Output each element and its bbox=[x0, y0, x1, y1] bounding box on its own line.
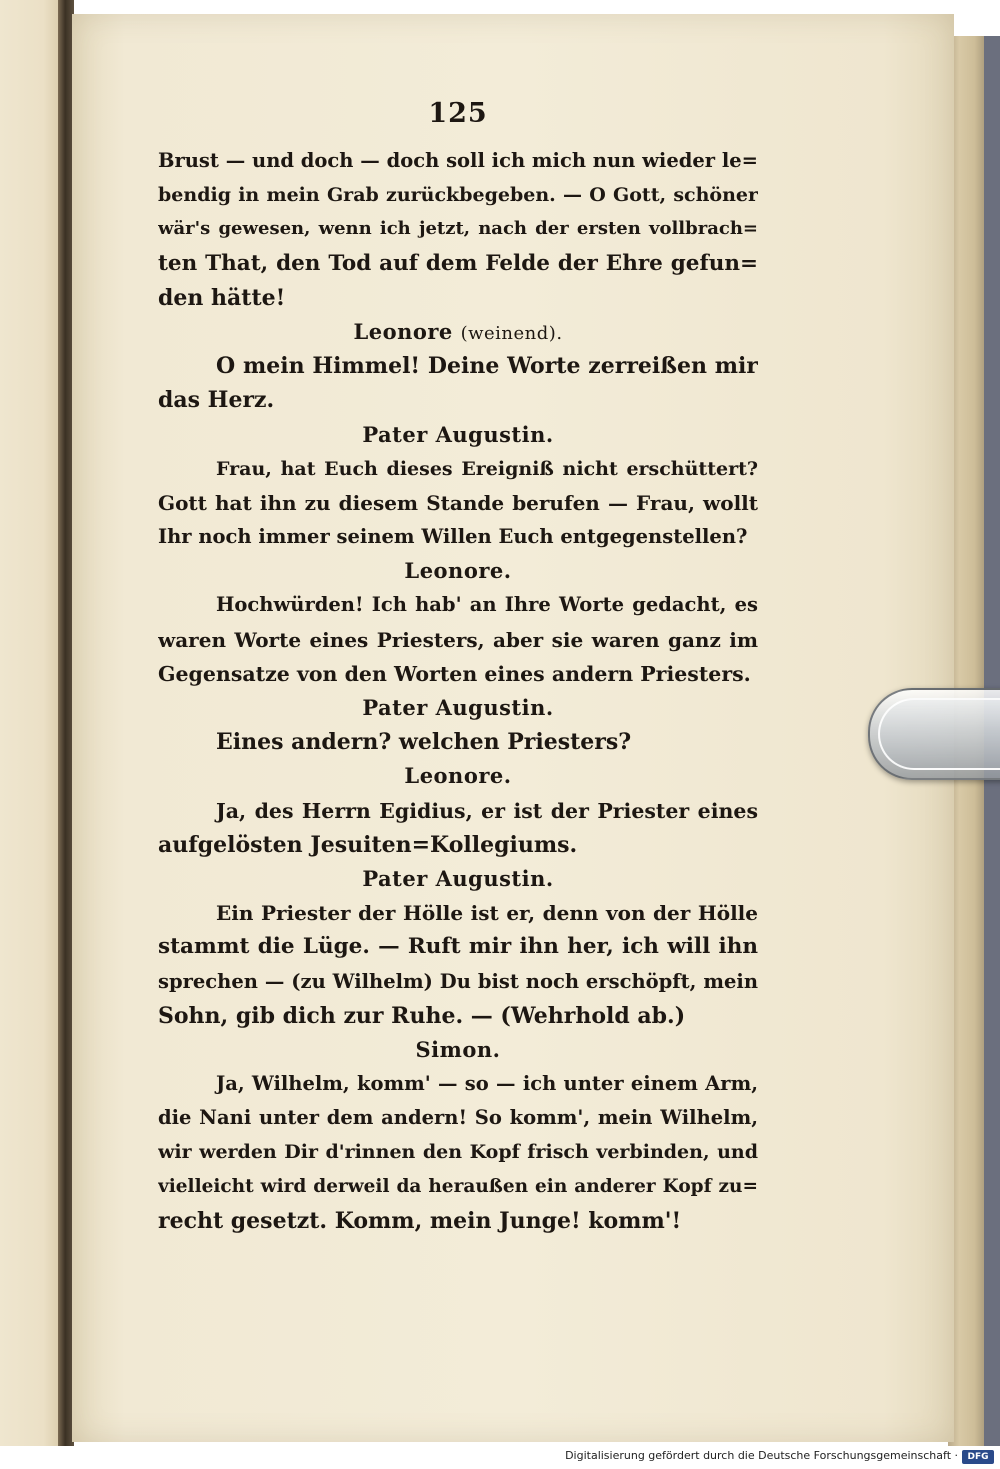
text-line: Gegensatze von den Worten eines andern Priesters. bbox=[158, 661, 751, 686]
speaker-heading bbox=[158, 691, 758, 725]
text-line: wir werden Dir d'rinnen den Kopf frisch verbinden, und bbox=[158, 1141, 758, 1164]
speaker-heading bbox=[158, 418, 758, 452]
text-line: ten That, den Tod auf dem Felde der Ehre gefun= bbox=[158, 250, 758, 276]
page-clip bbox=[868, 688, 1000, 780]
text-line: Eines andern? welchen Priesters? bbox=[216, 729, 632, 756]
speaker-name: Leonore. bbox=[404, 763, 512, 789]
page-content bbox=[158, 144, 758, 1238]
speaker-heading bbox=[158, 315, 758, 349]
text-line: Brust — und doch — doch soll ich mich nun wieder le= bbox=[158, 149, 758, 172]
text-line: Sohn, gib dich zur Ruhe. — (Wehrhold ab.) bbox=[158, 1002, 686, 1029]
page-text bbox=[158, 90, 758, 1238]
speaker-name: Simon. bbox=[415, 1036, 501, 1062]
speaker-name: Pater Augustin. bbox=[362, 695, 554, 720]
text-line: recht gesetzt. Komm, mein Junge! komm'! bbox=[158, 1207, 682, 1234]
speaker-name: Pater Augustin. bbox=[362, 865, 554, 891]
text-line: stammt die Lüge. — Ruft mir ihn her, ich will ihn bbox=[158, 934, 758, 960]
text-line: Frau, hat Euch dieses Ereigniß nicht erschüttert? bbox=[216, 457, 758, 480]
text-line: Ja, Wilhelm, komm' — so — ich unter einem Arm, bbox=[216, 1072, 758, 1096]
speaker-heading bbox=[158, 1033, 758, 1067]
text-line: vielleicht wird derweil da heraußen ein anderer Kopf zu= bbox=[158, 1175, 758, 1197]
dfg-logo: DFG bbox=[962, 1450, 994, 1464]
footer-bar bbox=[0, 1446, 1000, 1469]
speaker-heading bbox=[158, 759, 758, 793]
funding-credit: Digitalisierung gefördert durch die Deutsche Forschungsgemeinschaft · bbox=[565, 1449, 958, 1462]
text-line: Ihr noch immer seinem Willen Euch entgegenstellen? bbox=[158, 525, 748, 549]
text-line: Ein Priester der Hölle ist er, denn von der Hölle bbox=[216, 901, 758, 926]
speaker-name: Pater Augustin. bbox=[362, 421, 554, 447]
speaker-name: Leonore bbox=[353, 318, 453, 344]
speaker-heading bbox=[158, 862, 758, 896]
page-clip-highlight bbox=[878, 698, 1000, 770]
previous-page-edge bbox=[0, 0, 62, 1446]
page-number: 125 bbox=[428, 98, 488, 129]
text-line: wär's gewesen, wenn ich jetzt, nach der ersten vollbrach= bbox=[158, 218, 758, 240]
text-line: das Herz. bbox=[158, 387, 275, 414]
text-line: sprechen — (zu Wilhelm) Du bist noch erschöpft, mein bbox=[158, 969, 758, 993]
text-line: bendig in mein Grab zurückbegeben. — O Gott, schöner bbox=[158, 184, 758, 207]
text-line: Ja, des Herrn Egidius, er ist der Priester eines bbox=[216, 798, 758, 823]
text-line: die Nani unter dem andern! So komm', mein Wilhelm, bbox=[158, 1106, 758, 1130]
speaker-heading bbox=[158, 554, 758, 588]
text-line: waren Worte eines Priesters, aber sie waren ganz im bbox=[158, 627, 758, 652]
speaker-name: Leonore. bbox=[404, 558, 512, 584]
text-line: Gott hat ihn zu diesem Stande berufen — Frau, wollt bbox=[158, 490, 758, 515]
stage-direction: (weinend). bbox=[460, 322, 563, 344]
text-line: aufgelösten Jesuiten=Kollegiums. bbox=[158, 831, 578, 858]
text-line: Hochwürden! Ich hab' an Ihre Worte gedacht, es bbox=[216, 593, 758, 617]
text-line: den hätte! bbox=[158, 284, 286, 311]
text-line: O mein Himmel! Deine Worte zerreißen mir bbox=[216, 353, 758, 380]
